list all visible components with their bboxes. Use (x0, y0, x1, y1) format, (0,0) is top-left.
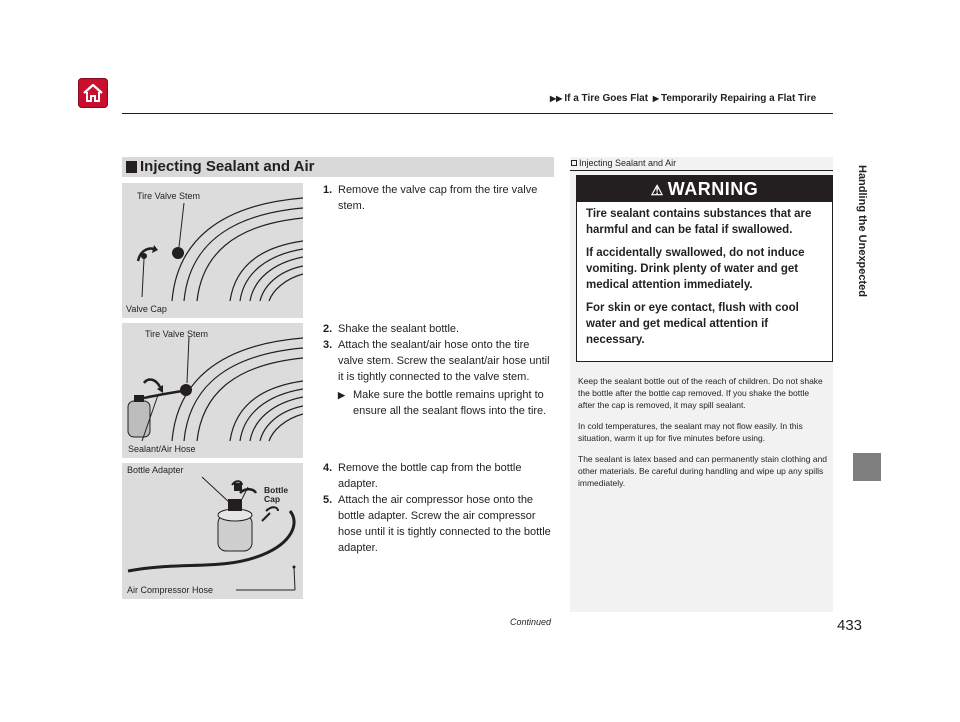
chapter-tab-label[interactable]: Handling the Unexpected (856, 165, 868, 298)
warning-triangle-icon: ⚠ (650, 182, 664, 198)
label-air-compressor-hose: Air Compressor Hose (127, 585, 214, 595)
warning-box (576, 175, 833, 362)
warning-header: ⚠ WARNING (577, 176, 832, 202)
page-number: 433 (837, 617, 863, 634)
step-item: 4. Remove the bottle cap from the bottle adapter. (323, 462, 522, 490)
step-item: 1. Remove the valve cap from the tire valve stem. (323, 184, 538, 212)
note-paragraph: In cold temperatures, the sealant may not flow easily. In this situation, warm it up for five minutes before using. (578, 421, 803, 443)
breadcrumb-item[interactable]: Temporarily Repairing a Flat Tire (660, 93, 817, 104)
steps-group-1 (323, 182, 555, 214)
note-paragraph: Keep the sealant bottle out of the reach of children. Do not shake the bottle after the bottle cap removed. If you shake the bottle after the cap is removed, it may spill sealant. (578, 376, 823, 410)
label-bottle: Bottle (264, 485, 289, 495)
breadcrumb-arrow-icon: ▶▶ (550, 94, 563, 103)
warning-paragraph: Tire sealant contains substances that are harmful and can be fatal if swallowed. (586, 208, 812, 236)
breadcrumb-item[interactable]: If a Tire Goes Flat (564, 93, 649, 104)
bottle-compressor-illustration (122, 463, 303, 599)
figure-attach-compressor (122, 463, 303, 599)
breadcrumb-arrow-icon: ▶ (652, 94, 659, 103)
step-item: 3. Attach the sealant/air hose onto the tire valve stem. Screw the sealant/air hose until it is tightly connected to the valve stem. ▶ Make sure the bottle remains upright to ensure all the sealant flows into the tire. (323, 337, 555, 419)
label-sealant-air-hose: Sealant/Air Hose (128, 444, 196, 454)
home-button[interactable] (78, 78, 108, 108)
tire-illustration (122, 183, 303, 318)
label-cap: Cap (264, 494, 281, 504)
warning-paragraph: If accidentally swallowed, do not induce vomiting. Drink plenty of water and get medical attention immediately. (586, 247, 805, 291)
section-square-icon (126, 161, 137, 173)
steps-group-2 (323, 321, 555, 419)
figure-attach-hose (122, 323, 303, 458)
label-tire-valve-stem: Tire Valve Stem (145, 329, 209, 339)
steps-group-3 (323, 460, 555, 556)
continued-label: Continued (510, 617, 552, 627)
warning-body (586, 206, 824, 355)
note-arrow-icon: ▶ (338, 390, 345, 400)
chapter-tab-marker[interactable] (853, 453, 881, 481)
warning-paragraph: For skin or eye contact, flush with cool water and get medical attention if necessary. (586, 302, 799, 346)
reference-icon (571, 160, 577, 166)
label-valve-cap: Valve Cap (126, 304, 167, 314)
figure-remove-valve-cap (122, 183, 303, 318)
sidebar-divider (570, 170, 833, 171)
breadcrumb (548, 93, 816, 104)
label-tire-valve-stem: Tire Valve Stem (137, 191, 201, 201)
step-item: 2. Shake the sealant bottle. (323, 323, 460, 335)
tire-with-bottle-illustration (122, 323, 303, 458)
sidebar-heading: Injecting Sealant and Air (570, 157, 833, 170)
note-paragraph: The sealant is latex based and can permanently stain clothing and other materials. Be careful during handling and wipe up any spills immediately. (578, 454, 828, 488)
header-divider (122, 113, 833, 114)
section-title-bar (122, 157, 554, 177)
step-note: ▶ Make sure the bottle remains upright to ensure all the sealant flows into the tire. (338, 389, 547, 417)
step-item: 5. Attach the air compressor hose onto the bottle adapter. Screw the air compressor hose until it is tightly connected to the bottle adapter. (323, 494, 551, 554)
sidebar-notes (578, 375, 828, 498)
home-icon (81, 81, 105, 105)
section-title: Injecting Sealant and Air (140, 158, 315, 175)
label-bottle-adapter: Bottle Adapter (127, 465, 184, 475)
